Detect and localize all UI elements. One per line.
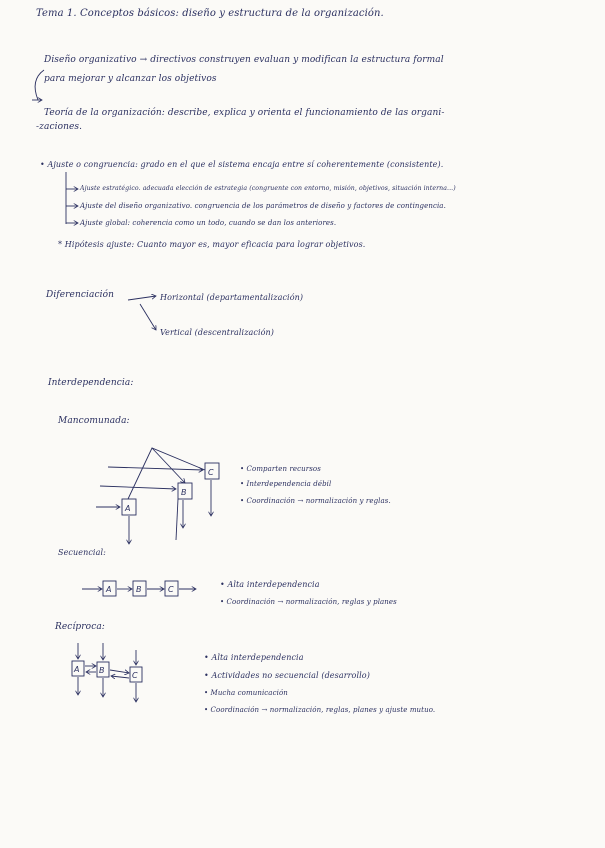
mancomunada-triangle — [128, 448, 205, 499]
intro-line-2: para mejorar y alcanzar los objetivos — [44, 74, 217, 84]
reciproca-bullet-3: • Mucha comunicación — [204, 689, 288, 697]
secuencial-box-a-label: A — [106, 585, 112, 594]
mancomunada-label: Mancomunada: — [58, 416, 130, 426]
secuencial-box-c — [165, 581, 178, 596]
intro-line-3: Teoría de la organización: describe, explica y orienta el funcionamiento de las organi- — [44, 108, 445, 118]
intro-line-4: -zaciones. — [36, 122, 83, 132]
reciproca-diagram — [72, 643, 142, 702]
mancomunada-bullet-3: • Coordinación → normalización y reglas. — [240, 497, 391, 505]
intro-line-1: Diseño organizativo → directivos construyen evaluan y modifican la estructura formal — [44, 55, 444, 65]
secuencial-box-a — [103, 581, 116, 596]
diferenciacion-label: Diferenciación — [46, 290, 114, 300]
secuencial-bullet-1: • Alta interdependencia — [220, 580, 320, 589]
reciproca-box-c-label: C — [132, 671, 138, 680]
secuencial-box-b-label: B — [136, 585, 142, 594]
ajuste-hypothesis: * Hipótesis ajuste: Cuanto mayor es, mayor eficacia para lograr objetivos. — [58, 240, 366, 249]
mancomunada-box-c-label: C — [208, 468, 214, 477]
reciproca-box-a — [72, 661, 84, 676]
ajuste-item-2: Ajuste del diseño organizativo. congruencia de los parámetros de diseño y factores de contingencia. — [80, 202, 446, 210]
reciproca-box-b — [97, 662, 109, 677]
dif-arrow-horizontal — [128, 296, 156, 300]
page-title: Tema 1. Conceptos básicos: diseño y estructura de la organización. — [36, 8, 384, 19]
reciproca-box-a-label: A — [74, 665, 80, 674]
secuencial-label: Secuencial: — [58, 548, 106, 557]
diferenciacion-horizontal: Horizontal (departamentalización) — [160, 293, 304, 302]
diferenciacion-vertical: Vertical (descentralización) — [160, 328, 275, 337]
dif-arrow-vertical — [140, 304, 156, 330]
secuencial-box-b — [133, 581, 146, 596]
ajuste-item-1: Ajuste estratégico. adecuada elección de estrategia (congruente con entorno, misión, objetivos, situación interna...) — [80, 185, 456, 192]
mancomunada-bullet-2: • Interdependencia débil — [240, 480, 332, 488]
mancomunada-box-a — [122, 499, 136, 515]
ajuste-item-3: Ajuste global: coherencia como un todo, cuando se dan los anteriores. — [80, 219, 337, 227]
reciproca-label: Recíproca: — [55, 622, 105, 632]
intro-bracket — [35, 70, 44, 100]
reciproca-bullet-2: • Actividades no secuencial (desarrollo) — [204, 671, 370, 680]
mancomunada-bullet-1: • Comparten recursos — [240, 465, 321, 473]
reciproca-bullet-1: • Alta interdependencia — [204, 653, 304, 662]
secuencial-box-c-label: C — [168, 585, 174, 594]
secuencial-bullet-2: • Coordinación → normalización, reglas y planes — [220, 598, 397, 606]
reciproca-bullet-4: • Coordinación → normalización, reglas, planes y ajuste mutuo. — [204, 706, 436, 714]
ajuste-heading: • Ajuste o congruencia: grado en el que el sistema encaja entre sí coherentemente (consistente). — [40, 160, 444, 169]
mancomunada-box-b — [178, 483, 192, 499]
interdependencia-heading: Interdependencia: — [48, 378, 134, 388]
mancomunada-box-a-label: A — [125, 504, 131, 513]
reciproca-box-b-label: B — [99, 666, 105, 675]
secuencial-diagram — [82, 581, 196, 596]
mancomunada-diagram — [96, 448, 219, 544]
mancomunada-box-b-label: B — [181, 488, 187, 497]
mancomunada-box-c — [205, 463, 219, 479]
reciproca-box-c — [130, 667, 142, 682]
